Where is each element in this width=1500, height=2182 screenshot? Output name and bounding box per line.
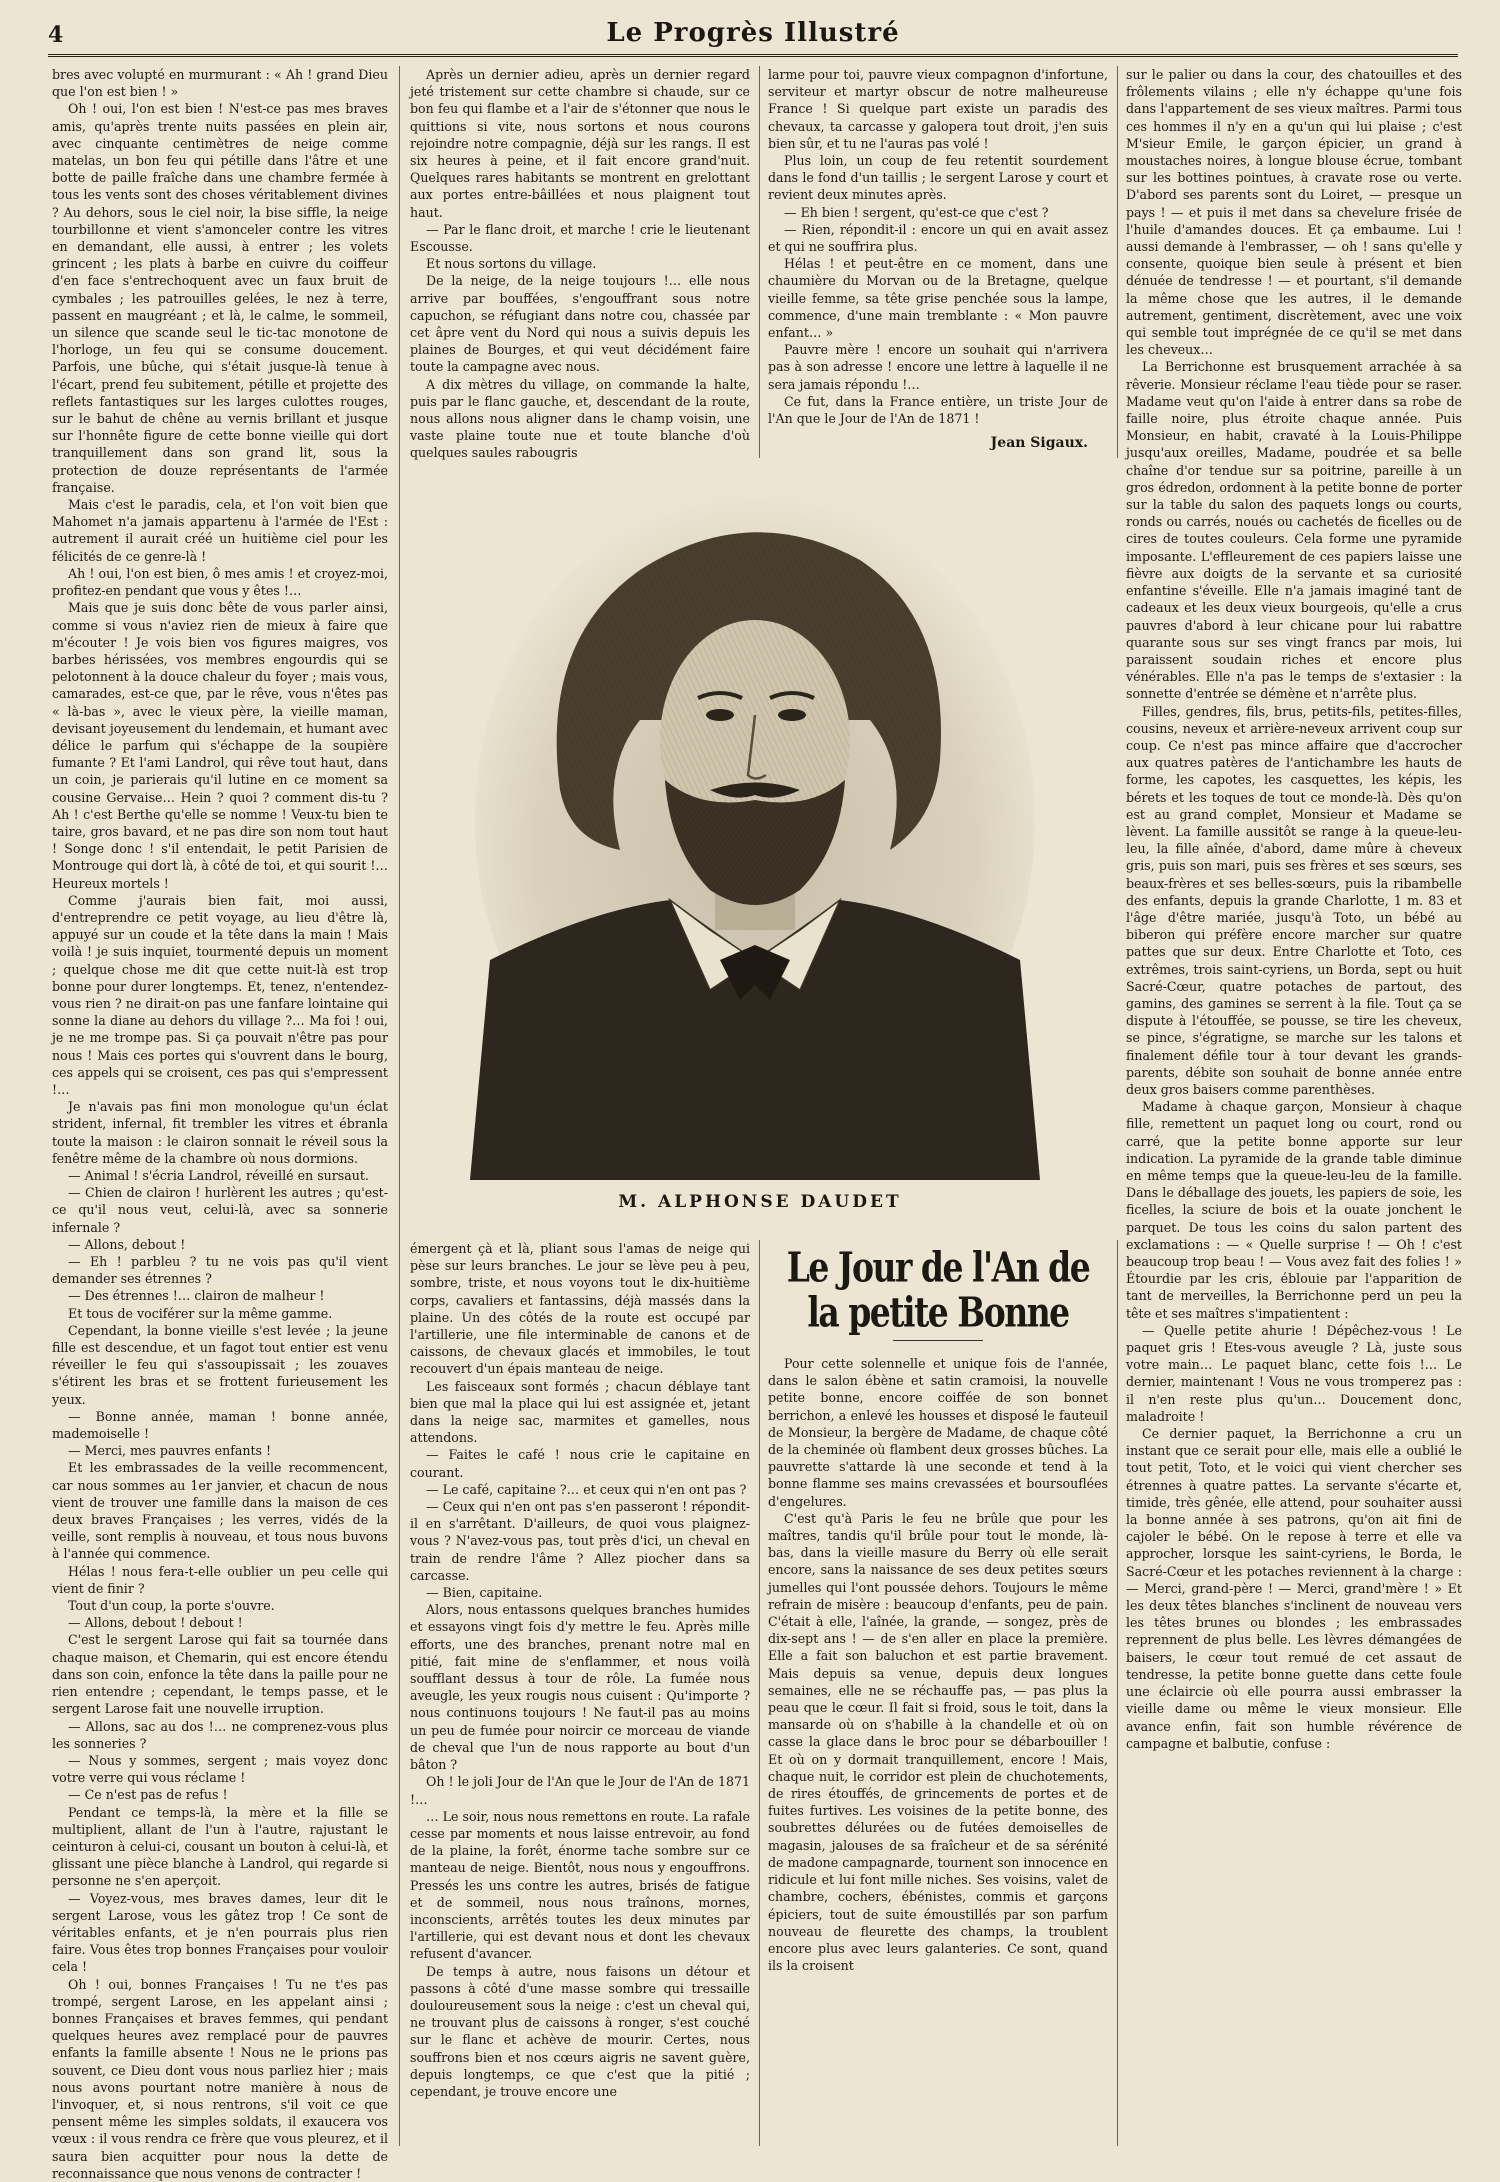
paragraph: Hélas ! et peut-être en ce moment, dans une chaumière du Morvan ou de la Bretagne, quelque vieille femme, sa tête grise penchée sous la lampe, commence, d'une main tremblante : « Mon pauvre enfant… » <box>768 256 1108 341</box>
paragraph: — Par le flanc droit, et marche ! crie le lieutenant Escousse. <box>410 221 750 255</box>
page-header <box>48 18 1458 57</box>
article-column-5 <box>410 1240 750 2146</box>
paragraph: — Des étrennes !… clairon de malheur ! <box>68 1288 325 1304</box>
paragraph: Ah ! oui, l'on est bien, ô mes amis ! et croyez-moi, profitez-en pendant que vous y êtes !… <box>52 565 388 599</box>
paragraph: sur le palier ou dans la cour, des chatouilles et des frôlements vilains ; elle n'y échappe qu'une fois dans l'appartement de ses vieux maîtres. Parmi tous ces hommes il n'y en a qu'un qui lui plaise ; c'est M'sieur Emile, le garçon épicier, un grand à moustaches noires, à longue blouse écrue, tombant sur les bottines pointues, à cravate rose ou verte. D'abord ses parents sont du Loiret, — presque un pays ! — et puis il met dans sa chevelure frisée de l'huile d'amandes douces. Et ça embaume. Lui ! aussi demande à l'embrasser, — oh ! sans qu'elle y consente, quoique bien seule à présent et bien dénuée de tendresse ! — et pourtant, s'il demande la même chose que les autres, il le demande autrement, gentiment, discrètement, avec une voix qui semble tout imprégnée de ce qu'il se met dans les cheveux… <box>1126 67 1462 358</box>
paragraph: — Ceux qui n'en ont pas s'en passeront ! répondit-il en s'arrêtant. D'ailleurs, de quoi vous plaignez-vous ? N'avez-vous pas, tout près d'ici, un cheval en train de rendre l'âme ? Allez piocher dans sa carcasse. <box>410 1499 750 1583</box>
paragraph: Tout d'un coup, la porte s'ouvre. <box>68 1598 275 1614</box>
paragraph: Pauvre mère ! encore un souhait qui n'arrivera pas à son adresse ! encore une lettre à laquelle il ne sera jamais répondu !… <box>768 342 1108 392</box>
paragraph: C'est le sergent Larose qui fait sa tournée dans chaque maison, et Chemarin, qui est encore étendu dans son coin, enfonce la tête dans la paille pour ne rien entendre ; cependant, le temps passe, et le sergent Larose fait une nouvelle irruption. <box>52 1632 388 1717</box>
paragraph: — Ce n'est pas de refus ! <box>68 1787 228 1803</box>
paragraph: De la neige, de la neige toujours !… elle nous arrive par bouffées, s'engouffrant sous notre capuchon, se réfugiant dans notre cou, chassée par cet âpre vent du Nord qui nous a suivis depuis les plaines de Bourges, et qui veut décidément faire toute la campagne avec nous. <box>410 273 750 375</box>
paragraph: — Allons, sac au dos !… ne comprenez-vous plus les sonneries ? <box>52 1718 388 1751</box>
paragraph: Filles, gendres, fils, brus, petits-fils, petites-filles, cousins, neveux et arrière-neveux arrivent coup sur coup. Ce n'est pas mince affaire que d'accrocher aux quatres patères de l'antichambre les hauts de forme, les capotes, les casquettes, les képis, les bérets et les toques de tout ce monde-là. Dès qu'on est au grand complet, Monsieur et Madame se lèvent. La famille aussitôt se range à la queue-leu-leu, la fille aînée, d'abord, dame mûre à cheveux gris, puis son mari, puis ses frères et ses sœurs, ses beaux-frères et ses belles-sœurs, puis la ribambelle des enfants, depuis la grande Charlotte, 1 m. 83 et l'âge d'être mariée, jusqu'à Toto, un bébé au biberon qui préfère encore marcher sur quatre pattes que sur deux. Entre Charlotte et Toto, ces extrêmes, trois saint-cyriens, un Borda, sept ou huit Sacré-Cœur, quatre potaches de partout, des gamins, des gamines se serrent à la file. Tout ça se dispute à l'étouffée, se pousse, se tire les cheveux, se pince, s'égratigne, se marche sur les talons et finalement défile tour à tour devant les grands-parents, débite son souhait de bonne année entre deux gros baisers comme parenthèses. <box>1126 703 1462 1097</box>
author-signature: Jean Sigaux. <box>990 435 1088 452</box>
paragraph: Oh ! le joli Jour de l'An que le Jour de l'An de 1871 !… <box>410 1774 750 1807</box>
column-divider <box>759 66 760 458</box>
portrait-engraving <box>470 490 1040 1180</box>
paragraph: Oh ! oui, bonnes Françaises ! Tu ne t'es pas trompé, sergent Larose, en les appelant ainsi ; bonnes Françaises et braves femmes, qui pendant quelques heures avez remplacé pour de pauvres enfants la famille absente ! Nous ne le prions pas souvent, ce Dieu dont vous nous parliez hier ; mais nous avons pourtant notre manière à nous de l'invoquer, et, si nous rentrons, s'il voit ce que pensent même les simples soldats, il exaucera vos vœux : il vous rendra ce frère que vous pleurez, et il saura bien acquitter pour nous la dette de reconnaissance que nous venons de contracter ! <box>52 1976 388 2181</box>
paragraph: Hélas ! nous fera-t-elle oublier un peu celle qui vient de finir ? <box>52 1563 388 1596</box>
paragraph: Les faisceaux sont formés ; chacun déblaye tant bien que mal la place qui lui est assignée et, jetant dans la neige sac, marmites et gamelles, nous attendons. <box>410 1378 750 1446</box>
paragraph: Après un dernier adieu, après un dernier regard jeté tristement sur cette chambre si chaude, sur ce bon feu qui flambe et a l'air de s'étonner que nous le quittions si vite, nous sortons et nous courons rejoindre notre compagnie, déjà sur les rangs. Il est six heures à peine, et il fait encore grand'nuit. Quelques rares habitants se montrent en grelottant aux portes entre-bâillées et nous plaignent tout haut. <box>410 67 750 220</box>
paragraph: Mais que je suis donc bête de vous parler ainsi, comme si vous n'aviez rien de mieux à faire que m'écouter ! Je vois bien vos figures maigres, vos barbes hérissées, vos membres engourdis qui se pelotonnent à la douce chaleur du foyer ; mais vous, camarades, est-ce que, par le rêve, vous n'êtes pas « là-bas », avec le vieux père, la vieille maman, devisant joyeusement du lendemain, et humant avec délice le parfum qui s'échappe de la soupière fumante ? Et l'ami Landrol, qui rêve tout haut, dans un coin, je parierais qu'il lutine en ce moment sa cousine Gervaise… Hein ? quoi ? comment dis-tu ? Ah ! c'est Berthe qu'elle se nomme ! Veux-tu bien te taire, gros bavard, et ne pas dire son nom tout haut ! Songe donc ! s'il entendait, le petit Parisien de Montrouge qui dort là, à côté de toi, et qui sourit !… Heureux mortels ! <box>52 600 388 891</box>
paragraph: Ce fut, dans la France entière, un triste Jour de l'An que le Jour de l'An de 1871 ! <box>768 393 1108 427</box>
paragraph: — Nous y sommes, sergent ; mais voyez donc votre verre qui vous réclame ! <box>52 1752 388 1786</box>
paragraph: La Berrichonne est brusquement arrachée à sa rêverie. Monsieur réclame l'eau tiède pour se raser. Madame veut qu'on l'aide à entrer dans sa robe de faille noire, plus étroite chaque année. Puis Monsieur, en habit, cravaté à la Louis-Philippe jusqu'aux oreilles, Madame, poudrée et sa belle chaîne d'or tendue sur sa poitrine, pareille à un gros édredon, ordonnent à la petite bonne de porter sur la table du salon des paquets longs ou courts, ronds ou carrés, noués ou cachetés de ficelles ou de cires de toutes couleurs. Cela forme une pyramide imposante. L'effleurement de ces papiers laisse une fièvre aux doigts de la servante et sa curiosité enfantine s'éveille. Elle n'a jamais imaginé tant de cadeaux et les deux vieux bourgeois, qu'elle a crus pauvres d'abord à leur chicane pour lui rabattre quarante sous sur ses vingt francs par mois, lui paraissent soudain riches et encore plus vénérables. Elle n'a pas le temps de s'extasier : la sonnette d'entrée se démène et n'arrête plus. <box>1126 359 1462 702</box>
paragraph: Alors, nous entassons quelques branches humides et essayons vingt fois d'y mettre le feu. Après mille efforts, une des branches, prenant notre mal en pitié, fait mine de s'enflammer, et nous voilà soufflant dessus à tour de rôle. La fumée nous aveugle, les yeux rougis nous cuisent : Qu'importe ? nous continuons toujours ! Ne faut-il pas au moins un peu de fumée pour noircir ce morceau de viande de cheval que l'un de nous rapporte au bout d'un bâton ? <box>410 1602 750 1773</box>
column-divider <box>759 1240 760 2146</box>
paragraph: — Merci, mes pauvres enfants ! <box>68 1443 272 1459</box>
article-column-4 <box>1126 66 1462 2146</box>
paragraph: Et nous sortons du village. <box>426 256 597 272</box>
column-divider <box>1117 1240 1118 2146</box>
paragraph: Cependant, la bonne vieille s'est levée ; la jeune fille est descendue, et un fagot tout entier est venu réveiller le feu qui s'assoupissait ; les zouaves s'étirent les bras et se frottent furieusement les yeux. <box>52 1322 388 1407</box>
paragraph: Plus loin, un coup de feu retentit sourdement dans le fond d'un taillis ; le sergent Larose y court et revient deux minutes après. <box>768 153 1108 203</box>
paragraph: Oh ! oui, l'on est bien ! N'est-ce pas mes braves amis, qu'après trente nuits passées en plein air, avec cinquante centimètres de neige comme matelas, un bon feu qui pétille dans l'âtre et une botte de paille fraîche dans une chambre fermée à tous les vents sont des choses véritablement divines ? Au dehors, sous le ciel noir, la bise siffle, la neige tourbillonne et vient s'amonceler contre les vitres en demandant, elle aussi, à entrer ; les volets grincent ; les plats à barbe en cuivre du coiffeur d'en face s'entrechoquent avec un faux bruit de cymbales ; les patrouilles gelées, le nez à terre, passent en maugréant ; et là, le calme, le sommeil, un silence que scande seul le tic-tac monotone de l'horloge, un feu qui se consume doucement. Parfois, une bûche, qui s'était jusque-là tenue à l'écart, prend feu subitement, pétille et projette des reflets fantastiques sur les larges culottes rouges, sur le bahut de chêne au vernis brillant et jusque sur l'honnête figure de cette bonne vieille qui dort tranquillement dans son grand lit, sous la protection de douze représentants de l'armée française. <box>52 101 388 495</box>
paragraph: — Bonne année, maman ! bonne année, mademoiselle ! <box>52 1408 388 1442</box>
article-column-3 <box>768 66 1108 458</box>
portrait-caption: M. ALPHONSE DAUDET <box>618 1192 902 1212</box>
paragraph: Pour cette solennelle et unique fois de l'année, dans le salon ébène et satin cramoisi, la nouvelle petite bonne, encore coiffée de son bonnet berrichon, a enlevé les housses et disposé le fauteuil de Monsieur, la bergère de Madame, de chaque côté de la cheminée où flambent deux grosses bûches. La pauvrette s'attarde là une seconde et tend à la bonne flamme ses mains crevassées et boursouflées d'engelures. <box>768 1356 1108 1509</box>
paragraph: C'est qu'à Paris le feu ne brûle que pour les maîtres, tandis qu'il brûle pour tout le monde, là-bas, dans la vieille masure du Berry où elle serait encore, sans la naissance de ses deux petites sœurs jumelles qui l'ont poussée dehors. Toujours le même refrain de misère : beaucoup d'enfants, peu de pain. C'était à elle, l'aînée, la grande, — songez, près de dix-sept ans ! — de s'en aller en place la première. Elle a fait son baluchon et est partie bravement. Mais depuis sa venue, depuis deux longues semaines, elle ne se réchauffe pas, — pas plus la peau que le cœur. Il fait si froid, sous le toit, dans la mansarde où on s'habille à la chandelle et où on casse la glace dans le broc pour se débarbouiller ! Et où on y dormait tranquillement, encore ! Mais, chaque nuit, le corridor est plein de chuchotements, de rires étouffés, de grincements de portes et de fuites furtives. Les voisines de la petite bonne, des soubrettes délurées ou de futées demoiselles de magasin, jalouses de sa fraîcheur et de sa sérénité de madone campagnarde, tournent son innocence en ridicule et lui font mille niches. Ses voisins, valet de chambre, cochers, ébénistes, commis et garçons épiciers, tout de suite émoustillés par son parfum nouveau de fleurette des champs, la troublent encore plus avec leurs galanteries. Ce sont, quand ils la croisent <box>768 1510 1108 1974</box>
paragraph: Mais c'est le paradis, cela, et l'on voit bien que Mahomet n'a jamais appartenu à l'armée de l'Est : autrement il aurait créé un huitième ciel pour les félicités de ce genre-là ! <box>52 497 388 564</box>
title-divider <box>893 1340 983 1341</box>
paragraph: — Chien de clairon ! hurlèrent les autres ; qu'est-ce qu'il nous veut, celui-là, avec sa sonnerie infernale ? <box>52 1185 388 1235</box>
column-divider <box>399 66 400 2146</box>
article-column-2 <box>410 66 750 461</box>
paragraph: Et les embrassades de la veille recommencent, car nous sommes au 1er janvier, et chacun de nous vient de trouver une famille dans la maison de ces deux braves Françaises ; les verres, vidés de la veille, sont remplis à nouveau, et tous nous buvons à l'année qui commence. <box>52 1460 388 1562</box>
paragraph: — Eh ! parbleu ? tu ne vois pas qu'il vient demander ses étrennes ? <box>52 1254 388 1287</box>
paragraph: — Le café, capitaine ?… et ceux qui n'en ont pas ? <box>426 1481 747 1497</box>
paragraph: … Le soir, nous nous remettons en route. La rafale cesse par moments et nous laisse entrevoir, au fond de la plaine, la forêt, énorme tache sombre sur ce manteau de neige. Bientôt, nous nous y engouffrons. Pressés les uns contre les autres, brisés de fatigue et de sommeil, nous nous traînons, mornes, inconscients, arrêtés toutes les deux minutes par l'artillerie, qui est devant nous et dont les chevaux refusent d'avancer. <box>410 1808 750 1962</box>
newspaper-title: Le Progrès Illustré <box>606 18 900 48</box>
article-title: Le Jour de l'An de la petite Bonne <box>786 1242 1090 1337</box>
paragraph: — Animal ! s'écria Landrol, réveillé en sursaut. <box>68 1168 369 1183</box>
article-column-6 <box>768 1240 1108 2146</box>
paragraph: larme pour toi, pauvre vieux compagnon d'infortune, serviteur et martyr obscur de notre malheureuse France ! Si quelque part existe un paradis des chevaux, ta carcasse y galopera tout droit, j'en suis bien sûr, et tu ne l'auras pas volé ! <box>768 67 1108 151</box>
paragraph: — Voyez-vous, mes braves dames, leur dit le sergent Larose, vous les gâtez trop ! Ce sont de véritables enfants, et je n'en pourrais plus rien faire. Vous êtes trop bonnes Françaises pour vouloir cela ! <box>52 1890 388 1975</box>
article-column-1 <box>52 66 388 2181</box>
paragraph: De temps à autre, nous faisons un détour et passons à côté d'une masse sombre qui tressaille douloureusement sous la neige : c'est un cheval qui, ne trouvant plus de caissons à ronger, s'est couché sur le flanc et achève de mourir. Certes, nous souffrons bien et nos cœurs aigris ne savent guère, depuis longtemps, ce que c'est que la pitié ; cependant, je trouve encore une <box>410 1963 750 2099</box>
paragraph: — Faites le café ! nous crie le capitaine en courant. <box>410 1447 750 1480</box>
paragraph: Et tous de vociférer sur la même gamme. <box>68 1305 333 1321</box>
paragraph: émergent çà et là, pliant sous l'amas de neige qui pèse sur leurs branches. Le jour se lève peu à peu, sombre, triste, et nous voyons tout le dix-huitième corps, cavaliers et fantassins, déjà massés dans la plaine. Un des côtés de la route est occupé par l'artillerie, une file interminable de canons et de caissons, de chevaux glacés et immobiles, le tout recouvert d'un épais manteau de neige. <box>410 1241 750 1377</box>
paragraph: — Allons, debout ! debout ! <box>68 1615 243 1631</box>
paragraph: Ce dernier paquet, la Berrichonne a cru un instant que ce serait pour elle, mais elle a oublié le tout petit, Toto, et le voici qui vient chercher ses étrennes à quatre pattes. La servante s'écarte et, timide, très gênée, elle attend, pour souhaiter aussi la bonne année à ses patrons, qu'on ait fini de cajoler le bébé. On le repose à terre et elle va approcher, lorsque les saint-cyriens, le Borda, le Sacré-Cœur et les potaches reviennent à la charge : — Merci, grand-père ! — Merci, grand'mère ! » Et les deux têtes blanches s'inclinent de nouveau vers les têtes brunes ou blondes ; les embrassades reprennent de plus belle. Les lèvres démangées de baisers, le cœur tout remué de cet assaut de tendresse, la petite bonne guette dans cette foule une éclaircie où elle pourra aussi embrasser la vieille dame ou même le vieux monsieur. Elle avance enfin, fait son humble révérence de campagne et balbutie, confuse : <box>1126 1426 1462 1751</box>
paragraph: — Allons, debout ! <box>68 1236 186 1252</box>
paragraph: — Eh bien ! sergent, qu'est-ce que c'est ? <box>784 204 1049 220</box>
paragraph: Pendant ce temps-là, la mère et la fille se multiplient, allant de l'un à l'autre, rajustant le ceinturon à celui-ci, cousant un bouton à celui-là, et glissant une pièce blanche à Landrol, qui regarde si personne ne s'en aperçoit. <box>52 1804 388 1889</box>
paragraph: bres avec volupté en murmurant : « Ah ! grand Dieu que l'on est bien ! » <box>52 67 388 100</box>
paragraph: A dix mètres du village, on commande la halte, puis par le flanc gauche, et, descendant de la route, nous allons nous aligner dans le champ voisin, une vaste plaine toute nue et toute blanche d'où quelques saules rabougris <box>410 376 750 461</box>
column-divider <box>1117 66 1118 458</box>
paragraph: Comme j'aurais bien fait, moi aussi, d'entreprendre ce petit voyage, au lieu d'être là, appuyé sur un coude et la tête dans la main ! Mais voilà ! je suis inquiet, tourmenté depuis un moment ; quelque chose me dit que cette nuit-là est trop bonne pour durer longtemps. Et, tenez, n'entendez-vous rien ? ne dirait-on pas une fanfare lointaine qui sonne la diane au dehors du village ?… Ma foi ! oui, je ne me trompe pas. Si ça pouvait n'être pas pour nous ! Mais ces portes qui s'ouvrent dans le bourg, ces appels qui se croisent, ces pas qui s'empressent !… <box>52 892 388 1097</box>
paragraph: Madame à chaque garçon, Monsieur à chaque fille, remettent un paquet long ou court, rond ou carré, que la petite bonne apporte sur leur indication. La pyramide de la grande table diminue en même temps que la queue-leu-leu de la famille. Dans le déballage des jouets, les papiers de soie, les ficelles, la sciure de bois et la ouate jonchent le parquet. De tous les coins du salon partent des exclamations : — « Quelle surprise ! — Oh ! c'est beaucoup trop beau ! — Vous avez fait des folies ! » Étourdie par les cris, éblouie par l'apparition de tant de merveilles, la Berrichonne perd un peu la tête et ses maîtres s'impatientent : <box>1126 1099 1462 1321</box>
paragraph: — Bien, capitaine. <box>426 1585 543 1601</box>
paragraph: — Rien, répondit-il : encore un qui en avait assez et qui ne souffrira plus. <box>768 221 1108 255</box>
portrait-image <box>470 490 1040 1180</box>
page-number: 4 <box>48 22 64 48</box>
paragraph: Je n'avais pas fini mon monologue qu'un éclat strident, infernal, fit trembler les vitres et ébranla toute la maison : le clairon sonnait le réveil sous la fenêtre même de la chambre où nous dormions. <box>52 1099 388 1166</box>
paragraph: — Quelle petite ahurie ! Dépêchez-vous ! Le paquet gris ! Etes-vous aveugle ? Là, juste sous votre main… Le paquet blanc, cette fois !… Le dernier, maintenant ! Vous ne vous tromperez pas : il n'en reste plus qu'un… Doucement donc, maladroite ! <box>1126 1322 1462 1424</box>
